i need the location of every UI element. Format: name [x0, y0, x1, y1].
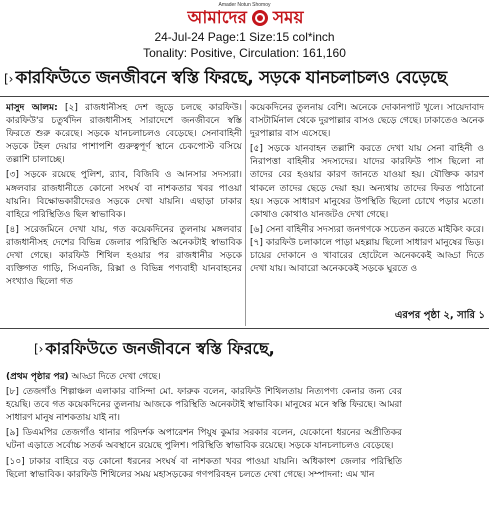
article-paragraph: কয়েকদিনের তুলনায় বেশি। অনেকে দোকানপাট খুলে। সায়েদাবাদ বাসটার্মিনাল থেকে দুরপাল্লার বাসও ছেড়ে গেছে। ঢাকাতেও অনেক দুরপাল্লার বাস এসেছে। — [250, 103, 484, 140]
article-column-2 — [250, 102, 484, 324]
article-paragraph: [৮] তেজগাঁও শিল্পাঞ্চল এলাকার বাসিন্দা মো. ফারুক বলেন, কারফিউ শিথিলতায় নিত্যপণ্য কেনার জন্য বের হয়েছি। তবে গত কয়েকদিনের তুলনায় আজকে পরিস্থিতি অনেকটাই স্বাভাবিক। মানুষের মনে স্বস্তি ফিরছে। আমরা সাধারণ মানুষ নাশকতায় যাই না। — [6, 387, 402, 424]
article-paragraph: [১০] ঢাকার বাহিরে বড় কোনো ধরনের সংঘর্ষ বা নাশকতা খবর পাওয়া যায়নি। অধিকাংশ জেলার পরিস্থিতি ছিলো স্বাভাবিক। কারফিউ শিথিলের সময় মহাসড়কের গণপরিবহন চলতে দেখা গেছে। সম্পাদনা: এম খান — [6, 456, 402, 480]
section-divider — [0, 328, 489, 329]
brand-tagline: Amader Notun Shomoy — [218, 2, 271, 8]
continued-on-page: এরপর পৃষ্ঠা ২, সারি ১ — [391, 308, 485, 325]
clipping-date-size: 24-Jul-24 Page:1 Size:15 col*inch — [154, 30, 335, 44]
main-headline: কারফিউতে জনজীবনে স্বস্তি ফিরছে, সড়কে যানচলাচলও বেড়েছে — [15, 68, 447, 88]
headline-marker-icon: [› — [4, 72, 14, 86]
newspaper-logo — [138, 8, 353, 28]
continuation-headline-row — [34, 336, 484, 362]
brand-name-left: আমাদের — [187, 8, 247, 28]
article-paragraph: [৪] সরেজমিনে দেখা যায়, গত কয়েকদিনের তুলনায় মঙ্গলবার রাজধানীসহ দেশের বিভিন্ন জেলার পরিস্থিতি অনেকটাই স্বাভাবিক দেখা গেছে। কারফিউ শিথিল হওয়ার পর রাজধানীর সড়কে ব্যক্তিগত গাড়ি, সিএনজি, রিক্সা ও বিভিন্ন পণ্যবাহী যানবাহনের সংখ্যাও ছিলো গত — [6, 224, 242, 288]
article-paragraph: মাসুদ আলম: [২] রাজধানীসহ দেশ জুড়ে চলছে কারফিউ। কারফিউ'র চতুর্থদিন রাজধানীসহ সারাদেশে জনজীবনে স্বস্তি ফিরতে শুরু করেছে। সড়কে যানচলাচলও বেড়েছে। সেনাবাহিনী সড়কে টহল দেয়ার পাশাপশি গুরুত্বপূর্ণ স্থানে চেকপোস্ট বসিয়ে তল্লাশি চালাচ্ছে। — [6, 103, 242, 166]
continued-from-label: (প্রথম পৃষ্ঠার পর) — [6, 372, 69, 382]
byline: মাসুদ আলম: — [6, 103, 58, 113]
headline-row — [4, 64, 489, 94]
article-column-1 — [6, 102, 242, 324]
column-divider — [245, 100, 246, 326]
brand-name-right: সময় — [272, 8, 304, 28]
headline-marker-icon: [› — [34, 342, 44, 356]
article-paragraph: [৯] ডিএমপির তেজগাঁও থানার পরিদর্শক অপারেশন পিযুষ কুমার সরকার বলেন, যেকোনো ধরনের অপ্রীতিকর ঘটনা এড়াতে সর্বোচ্চ সতর্ক অবস্থানে রয়েছে পুলিশ। পরিস্থিতি স্বাভাবিক রয়েছে। সড়কে যানচলাচলও বেড়েছে। — [6, 428, 402, 452]
masthead — [0, 0, 489, 60]
article-paragraph: [৬] সেনা বাহিনীর সদস্যরা জনগণকে সচেতন করতে মাইকিং করে। [৭] কারফিউ চলাকালে পাড়া মহল্লায় ছিলো সাধারণ মানুষের ভিড়। চায়ের দোকানে ও খাবারের হোটেলে অনেককেই আড্ডা দিতে দেখা যায়। আবারো অনেককেই সড়কে ঘুরতে ও — [250, 224, 484, 275]
continuation-headline: কারফিউতে জনজীবনে স্বস্তি ফিরছে, — [45, 338, 275, 358]
seal-icon — [251, 9, 269, 27]
continuation-column — [6, 371, 402, 513]
headline-divider — [0, 96, 489, 97]
article-paragraph: [৫] সড়কে যানবাহন তল্লাশি করতে দেখা যায় সেনা বাহিনী ও নিরাপত্তা বাহিনীর সদস্যদের। যাদের কারফিউ পাস ছিলো না তাদের বের হওয়ার কারণ জানতে যাওয়া হয়। যৌক্তিক কারণ থাকলে তাদের ছেড়ে দেয়া হয়। অন্যথায় তাদের ফিরত পাঠানো হয়। সড়কে সাধারণ মানুষের উপস্থিতি ছিলো চোখে পড়ার মতো। কোথাও কোথাও যানজটও দেখা গেছে। — [250, 144, 484, 220]
article-paragraph: [৩] সড়কে রয়েছে পুলিশ, র‍্যাব, বিজিবি ও আনসার সদস্যরা। মঙ্গলবার রাজধানীতে কোনো সংঘর্ষ বা নাশকতার খবর পাওয়া যায়নি। বিক্ষোভকারীদেরও সড়কে দেখা যায়নি। এছাড়া ঢাকার বাহিরে পরিস্থিতিও ছিল স্বাভাবিক। — [6, 170, 242, 220]
article-paragraph: (প্রথম পৃষ্ঠার পর) আড্ডা দিতে দেখা গেছে। — [6, 372, 161, 382]
clipping-tonality: Tonality: Positive, Circulation: 161,160 — [143, 46, 346, 60]
